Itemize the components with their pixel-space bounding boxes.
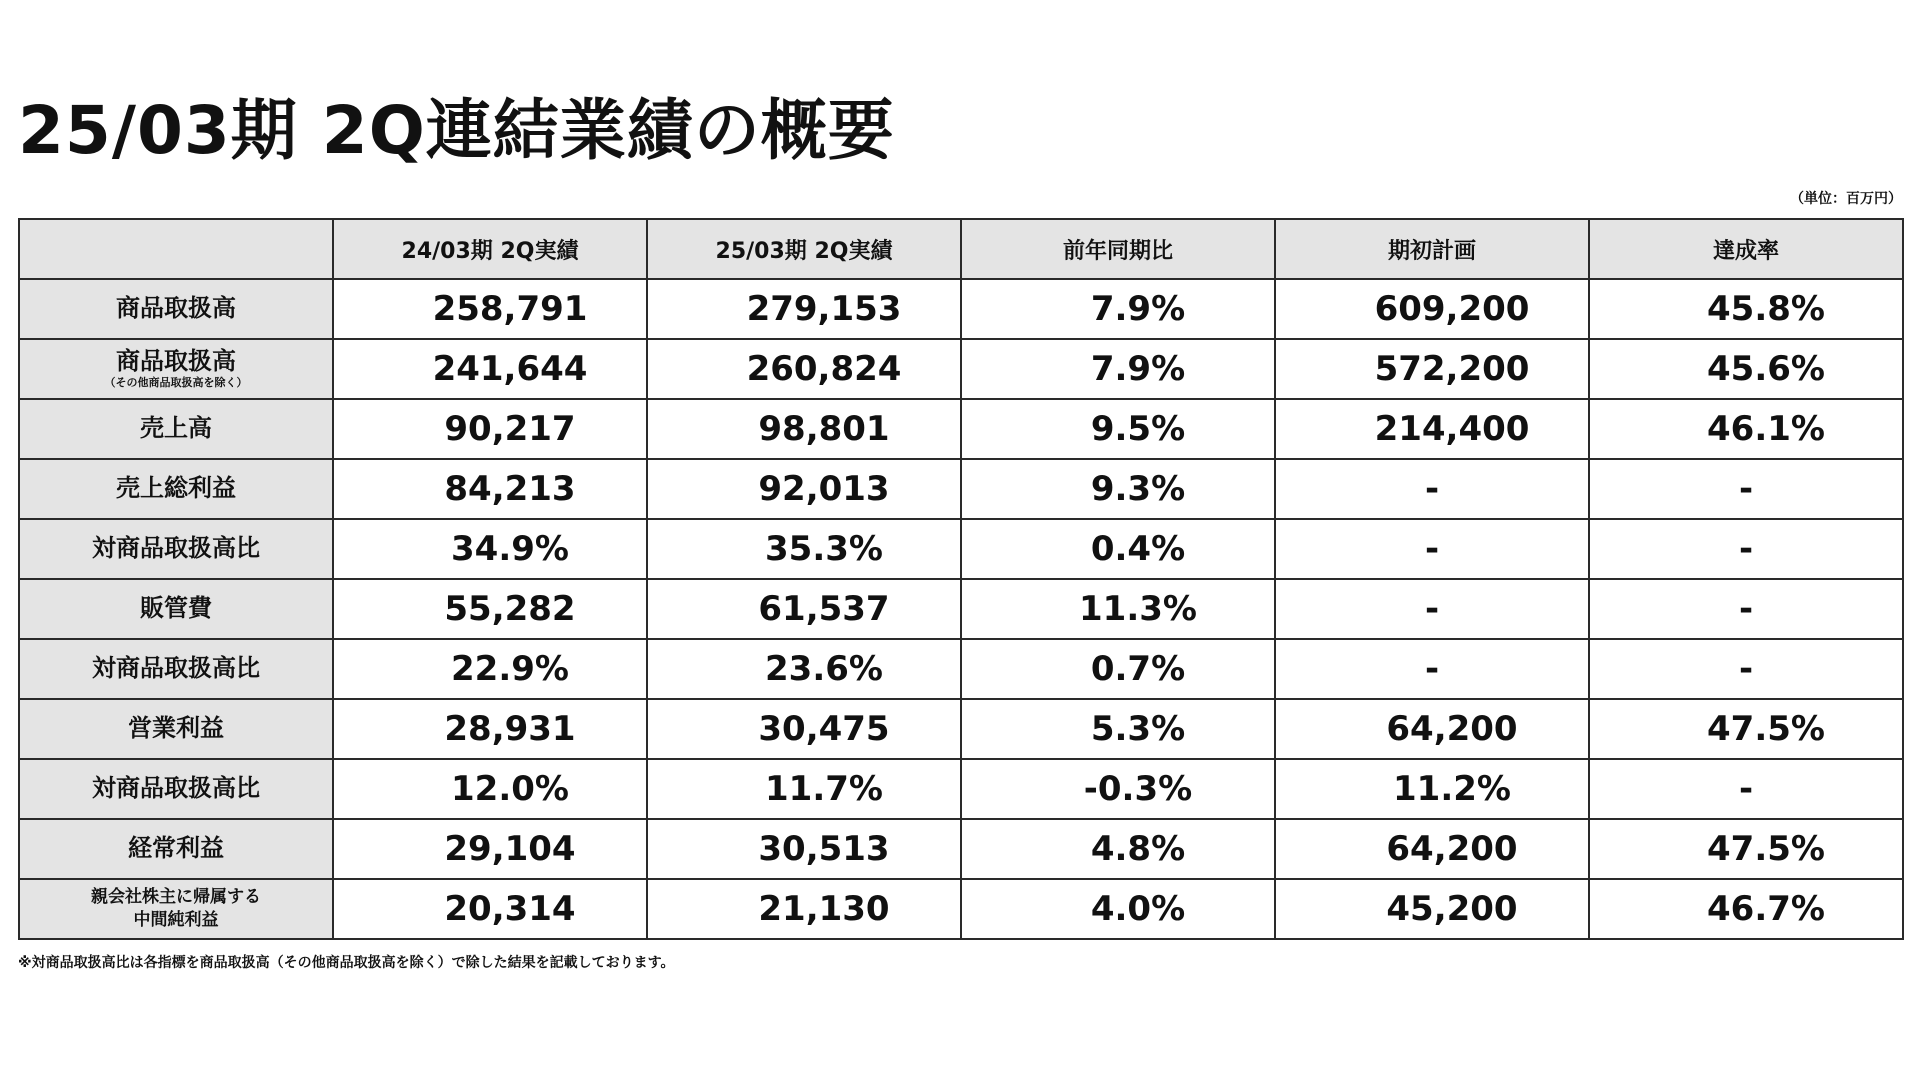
row-label-text: 対商品取扱高比 bbox=[92, 654, 260, 683]
page-title: 25/03期 2Q連結業績の概要 bbox=[18, 92, 895, 169]
value-cell: 11.3% bbox=[961, 579, 1275, 639]
value-cell: 23.6% bbox=[647, 639, 961, 699]
value-cell: 572,200 bbox=[1275, 339, 1589, 399]
value-cell: 45,200 bbox=[1275, 879, 1589, 939]
value-cell: 61,537 bbox=[647, 579, 961, 639]
table-row bbox=[19, 459, 1903, 519]
value-cell: 22.9% bbox=[333, 639, 647, 699]
value-cell: 46.1% bbox=[1589, 399, 1903, 459]
row-label bbox=[19, 639, 333, 699]
value-cell: 45.6% bbox=[1589, 339, 1903, 399]
value-cell: 47.5% bbox=[1589, 819, 1903, 879]
table-row bbox=[19, 279, 1903, 339]
value-cell: 7.9% bbox=[961, 339, 1275, 399]
row-label bbox=[19, 399, 333, 459]
value-cell: - bbox=[1589, 759, 1903, 819]
value-cell: 279,153 bbox=[647, 279, 961, 339]
header-cell-yoy-change: 前年同期比 bbox=[961, 219, 1275, 279]
row-label-text: 対商品取扱高比 bbox=[92, 774, 260, 803]
table-row bbox=[19, 519, 1903, 579]
header-cell-current-2q-actual: 25/03期 2Q実績 bbox=[647, 219, 961, 279]
row-label-text: 親会社株主に帰属する bbox=[91, 887, 261, 908]
value-cell: 46.7% bbox=[1589, 879, 1903, 939]
value-cell: 64,200 bbox=[1275, 819, 1589, 879]
value-cell: 241,644 bbox=[333, 339, 647, 399]
value-cell: 30,475 bbox=[647, 699, 961, 759]
value-cell: 47.5% bbox=[1589, 699, 1903, 759]
row-label-text: 販管費 bbox=[140, 594, 212, 623]
value-cell: 9.3% bbox=[961, 459, 1275, 519]
row-label-text: 売上総利益 bbox=[116, 474, 236, 503]
table-row bbox=[19, 819, 1903, 879]
value-cell: 4.8% bbox=[961, 819, 1275, 879]
value-cell: - bbox=[1275, 579, 1589, 639]
footnote: ※対商品取扱高比は各指標を商品取扱高（その他商品取扱高を除く）で除した結果を記載しております。 bbox=[18, 955, 675, 971]
value-cell: 28,931 bbox=[333, 699, 647, 759]
row-label bbox=[19, 279, 333, 339]
value-cell: 45.8% bbox=[1589, 279, 1903, 339]
row-label-subtext: （その他商品取扱高を除く） bbox=[104, 376, 248, 390]
results-summary-table bbox=[18, 218, 1904, 940]
value-cell: 7.9% bbox=[961, 279, 1275, 339]
value-cell: - bbox=[1589, 519, 1903, 579]
row-label bbox=[19, 759, 333, 819]
value-cell: - bbox=[1589, 639, 1903, 699]
value-cell: 5.3% bbox=[961, 699, 1275, 759]
table-row bbox=[19, 579, 1903, 639]
table-row bbox=[19, 699, 1903, 759]
value-cell: 55,282 bbox=[333, 579, 647, 639]
value-cell: 90,217 bbox=[333, 399, 647, 459]
value-cell: 11.7% bbox=[647, 759, 961, 819]
row-label-text: 売上高 bbox=[140, 414, 212, 443]
header-cell-prior-2q-actual: 24/03期 2Q実績 bbox=[333, 219, 647, 279]
header-cell-achievement-rate: 達成率 bbox=[1589, 219, 1903, 279]
value-cell: 98,801 bbox=[647, 399, 961, 459]
value-cell: 0.4% bbox=[961, 519, 1275, 579]
row-label bbox=[19, 519, 333, 579]
row-label bbox=[19, 459, 333, 519]
value-cell: -0.3% bbox=[961, 759, 1275, 819]
table-row bbox=[19, 759, 1903, 819]
value-cell: 12.0% bbox=[333, 759, 647, 819]
value-cell: 214,400 bbox=[1275, 399, 1589, 459]
value-cell: 30,513 bbox=[647, 819, 961, 879]
row-label bbox=[19, 879, 333, 939]
value-cell: 84,213 bbox=[333, 459, 647, 519]
row-label bbox=[19, 819, 333, 879]
value-cell: 258,791 bbox=[333, 279, 647, 339]
row-label-text: 商品取扱高 bbox=[116, 294, 236, 323]
table-header-row bbox=[19, 219, 1903, 279]
value-cell: - bbox=[1275, 519, 1589, 579]
value-cell: - bbox=[1589, 459, 1903, 519]
header-cell-label bbox=[19, 219, 333, 279]
value-cell: 92,013 bbox=[647, 459, 961, 519]
value-cell: 11.2% bbox=[1275, 759, 1589, 819]
value-cell: 35.3% bbox=[647, 519, 961, 579]
row-label-text: 対商品取扱高比 bbox=[92, 534, 260, 563]
value-cell: 34.9% bbox=[333, 519, 647, 579]
table-row bbox=[19, 339, 1903, 399]
value-cell: 0.7% bbox=[961, 639, 1275, 699]
row-label bbox=[19, 699, 333, 759]
row-label-text: 経常利益 bbox=[128, 834, 224, 863]
value-cell: 21,130 bbox=[647, 879, 961, 939]
header-cell-initial-plan: 期初計画 bbox=[1275, 219, 1589, 279]
row-label bbox=[19, 579, 333, 639]
value-cell: 20,314 bbox=[333, 879, 647, 939]
row-label bbox=[19, 339, 333, 399]
value-cell: 4.0% bbox=[961, 879, 1275, 939]
value-cell: - bbox=[1275, 639, 1589, 699]
row-label-text: 商品取扱高 bbox=[116, 346, 236, 375]
value-cell: - bbox=[1275, 459, 1589, 519]
value-cell: - bbox=[1589, 579, 1903, 639]
row-label-text: 営業利益 bbox=[128, 714, 224, 743]
value-cell: 609,200 bbox=[1275, 279, 1589, 339]
value-cell: 29,104 bbox=[333, 819, 647, 879]
row-label-subtext: 中間純利益 bbox=[133, 910, 219, 930]
value-cell: 9.5% bbox=[961, 399, 1275, 459]
table-row bbox=[19, 879, 1903, 939]
value-cell: 260,824 bbox=[647, 339, 961, 399]
table-row bbox=[19, 399, 1903, 459]
unit-note: （単位：百万円） bbox=[1790, 191, 1902, 207]
value-cell: 64,200 bbox=[1275, 699, 1589, 759]
table-row bbox=[19, 639, 1903, 699]
